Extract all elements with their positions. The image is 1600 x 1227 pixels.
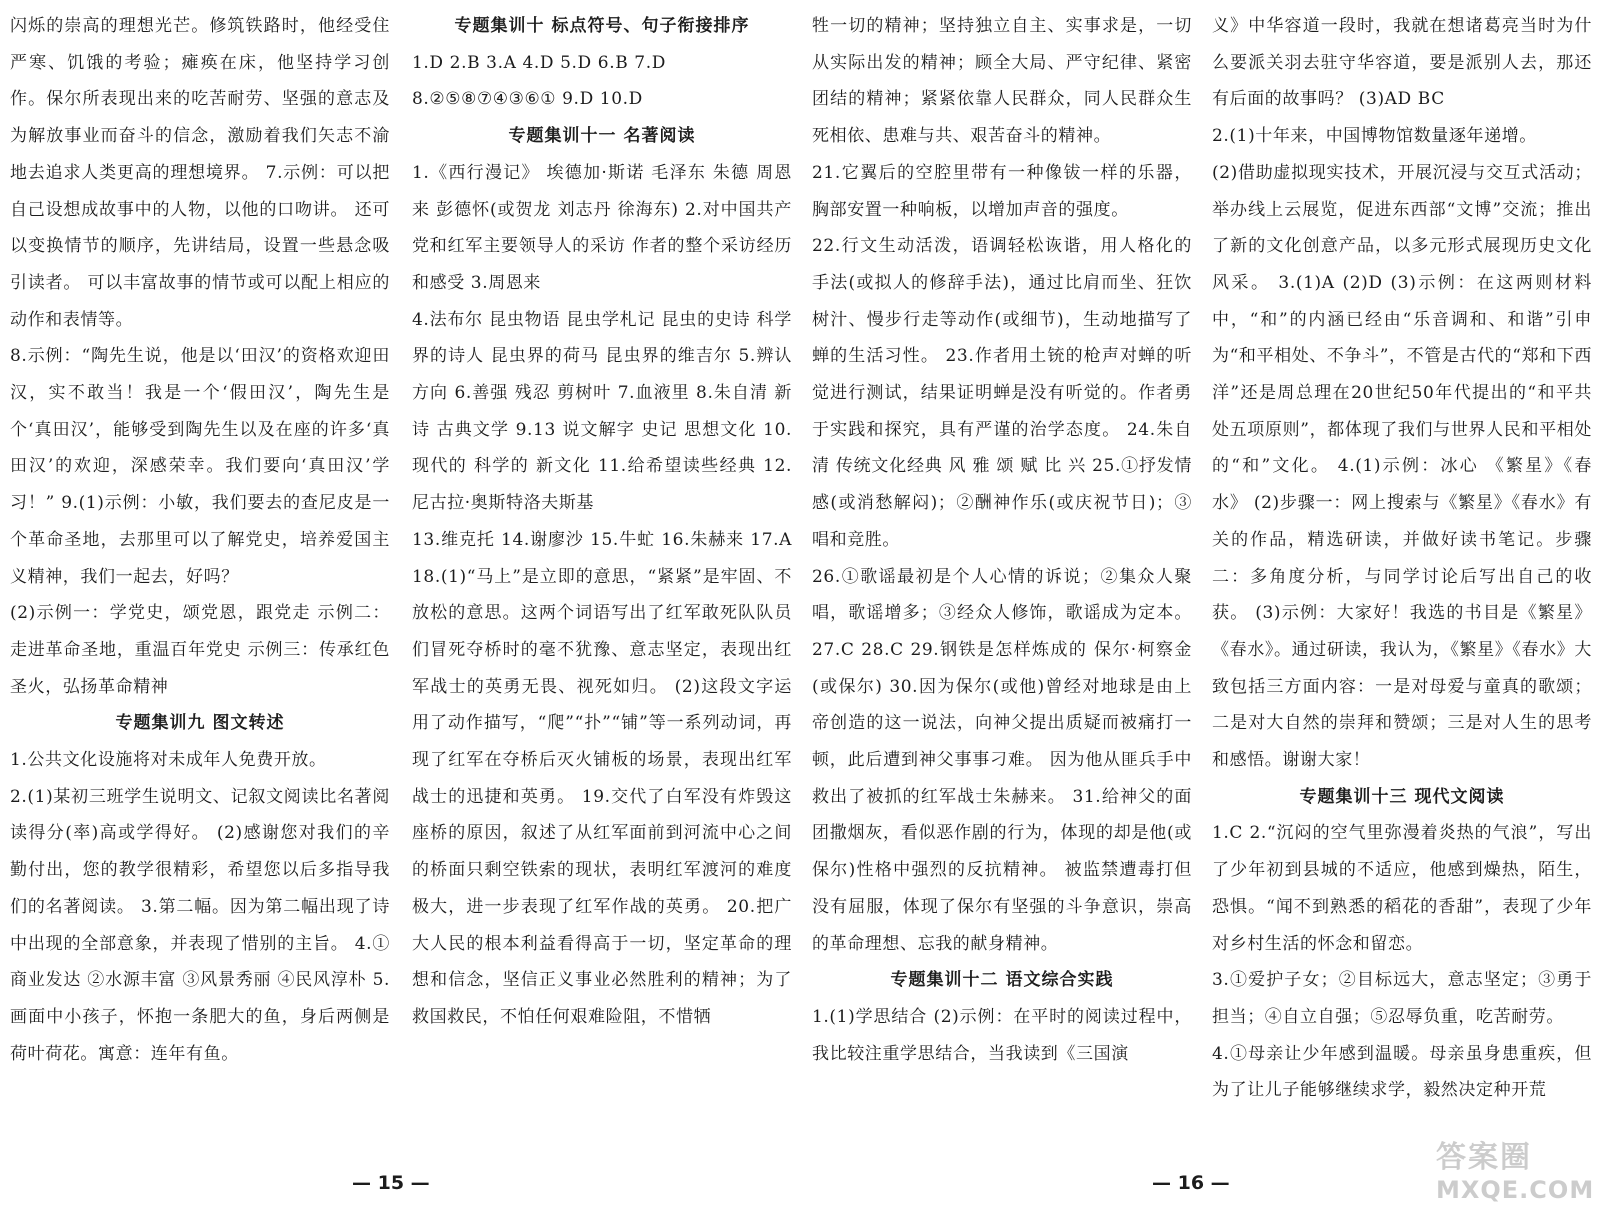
section-heading: 专题集训十一 名著阅读 [508,126,696,147]
section-heading: 专题集训十 标点符号、句子衔接排序 [454,16,750,36]
answer-paragraph: 1.D 2.B 3.A 4.D 5.D 6.B 7.D [412,52,666,73]
answer-paragraph: 26.①歌谣最初是个人心情的诉说；②集众人聚唱，歌谣增多；③经众人修饰，歌谣成为定本。 27.C 28.C 29.钢铁是怎样炼成的 保尔·柯察金(或保尔) 30.因为保尔(或他)曾经对地球是由上帝创造的这一说法，向神父提出质疑而被痛打一顿，此后遭到神父事事刁难。 因为他从匪兵手中救出了被抓的红军战士朱赫来。 31.给神父的面团撒烟灰，看似恶作剧的行为，体现的却是他(或保尔)性格中强烈的反抗精神。 被监禁遭毒打但没有屈服，体现了保尔有坚强的斗争意识，崇高的革命理想、忘我的献身精神。 [812,566,1192,954]
watermark-mark: 答案圈 [1436,1140,1532,1175]
page-number-left: — 15 — [352,1172,430,1194]
column-1 [10,8,390,1163]
page-number-right: — 16 — [1152,1172,1230,1194]
answer-paragraph: 1.公共文化设施将对未成年人免费开放。 [10,750,327,771]
answer-paragraph: (2)借助虚拟现实技术，开展沉浸与交互式活动；举办线上云展览，促进东西部“文博”交流；推出了新的文化创意产品，以多元形式展现历史文化风采。 3.(1)A (2)D (3)示例：在这两则材料中，“和”的内涵已经由“乐音调和、和谐”引申为“和平相处、不争斗”，不管是古代的“郑和下西洋”还是周总理在20世纪50年代提出的“和平共处五项原则”，都体现了我们与世界人民和平相处的“和”文化。 4.(1)示例：冰心 《繁星》《春水》 (2)步骤一：网上搜索与《繁星》《春水》有关的作品，精选研读，并做好读书笔记。步骤二：多角度分析，与同学讨论后写出自己的收获。 (3)示例：大家好！我选的书目是《繁星》《春水》。通过研读，我认为，《繁星》《春水》大致包括三方面内容：一是对母爱与童真的歌颂；二是对大自然的崇拜和赞颂；三是对人生的思考和感悟。谢谢大家！ [1212,162,1592,771]
answer-paragraph: (2)示例一：学党史，颂党恩，跟党走 示例二：走进革命圣地，重温百年党史 示例三：传承红色圣火，弘扬革命精神 [10,603,390,697]
answer-paragraph: 8.②⑤⑧⑦④③⑥① 9.D 10.D [412,89,643,110]
column-2 [412,8,792,1163]
answer-paragraph: 2.(1)某初三班学生说明文、记叙文阅读比名著阅读得分(率)高或学得好。 (2)感谢您对我们的辛勤付出，您的教学很精彩，希望您以后多指导我们的名著阅读。 3.第二幅。因为第二幅出现了诗中出现的全部意象，并表现了惜别的主旨。 4.①商业发达 ②水源丰富 ③风景秀丽 ④民风淳朴 5.画面中小孩子，怀抱一条肥大的鱼，身后两侧是荷叶荷花。寓意：连年有鱼。 [10,786,390,1064]
answer-paragraph: 8.示例：“陶先生说，他是以‘田汉’的资格欢迎田汉，实不敢当！我是一个‘假田汉’，陶先生是个‘真田汉’，能够受到陶先生以及在座的许多‘真田汉’的欢迎，深感荣幸。我们要向‘真田汉’学习！” 9.(1)示例：小敏，我们要去的查尼皮是一个革命圣地，去那里可以了解党史，培养爱国主义精神，我们一起去，好吗？ [10,346,390,587]
answer-paragraph: 22.行文生动活泼，语调轻松诙谐，用人格化的手法(或拟人的修辞手法)，通过比肩而坐、狂饮树汁、慢步行走等动作(或细节)，生动地描写了蝉的生活习性。 23.作者用土铳的枪声对蝉的听觉进行测试，结果证明蝉是没有听觉的。作者勇于实践和探究，具有严谨的治学态度。 24.朱自清 传统文化经典 风 雅 颂 赋 比 兴 25.①抒发情感(或消愁解闷)；②酬神作乐(或庆祝节日)；③唱和竞胜。 [812,236,1192,550]
answer-paragraph: 牲一切的精神；坚持独立自主、实事求是，一切从实际出发的精神；顾全大局、严守纪律、紧密团结的精神；紧紧依靠人民群众，同人民群众生死相依、患难与共、艰苦奋斗的精神。 [812,16,1192,147]
answer-paragraph: 1.(1)学思结合 (2)示例：在平时的阅读过程中，我比较注重学思结合，当我读到《三国演 [812,1006,1192,1064]
watermark-url: MXQE.COM [1436,1176,1595,1204]
watermark-logo [1436,1132,1596,1222]
section-heading: 专题集训九 图文转述 [115,713,285,734]
answer-paragraph: 4.法布尔 昆虫物语 昆虫学札记 昆虫的史诗 科学界的诗人 昆虫界的荷马 昆虫界的维吉尔 5.辨认方向 6.善强 残忍 剪树叶 7.血液里 8.朱自清 新诗 古典文学 9.13 说文解字 史记 思想文化 10.现代的 科学的 新文化 11.给希望读些经典 12.尼古拉·奥斯特洛夫斯基 [412,309,792,514]
answer-paragraph: 1.C 2.“沉闷的空气里弥漫着炎热的气浪”，写出了少年初到县城的不适应，他感到燥热，陌生，恐惧。“闻不到熟悉的稻花的香甜”，表现了少年对乡村生活的怀念和留恋。 [1212,823,1592,954]
answer-paragraph: 3.①爱护子女；②目标远大，意志坚定；③勇于担当；④自立自强；⑤忍辱负重，吃苦耐劳。 [1212,970,1592,1027]
answer-paragraph: 1.《西行漫记》 埃德加·斯诺 毛泽东 朱德 周恩来 彭德怀(或贺龙 刘志丹 徐海东) 2.对中国共产党和红军主要领导人的采访 作者的整个采访经历和感受 3.周恩来 [412,162,792,293]
answer-paragraph: 闪烁的崇高的理想光芒。修筑铁路时，他经受住严寒、饥饿的考验；瘫痪在床，他坚持学习创作。保尔所表现出来的吃苦耐劳、坚强的意志及为解放事业而奋斗的信念，激励着我们矢志不渝地去追求人类更高的理想境界。 7.示例：可以把自己设想成故事中的人物，以他的口吻讲。 还可以变换情节的顺序，先讲结局，设置一些悬念吸引读者。 可以丰富故事的情节或可以配上相应的动作和表情等。 [10,16,390,330]
answer-paragraph: 21.它翼后的空腔里带有一种像钹一样的乐器，胸部安置一种响板，以增加声音的强度。 [812,162,1192,220]
answer-paragraph: 4.①母亲让少年感到温暖。母亲虽身患重疾，但为了让儿子能够继续求学，毅然决定种开荒 [1212,1043,1592,1101]
answer-paragraph: 义》中华容道一段时，我就在想诸葛亮当时为什么要派关羽去驻守华容道，要是派别人去，那还有后面的故事吗？ (3)AD BC [1212,16,1592,110]
answer-paragraph: 2.(1)十年来，中国博物馆数量逐年递增。 [1212,126,1537,147]
answer-paragraph: 13.维克托 14.谢廖沙 15.牛虻 16.朱赫来 17.A 18.(1)“马上”是立即的意思，“紧紧”是牢固、不放松的意思。这两个词语写出了红军敢死队队员们冒死夺桥时的毫不犹豫、意志坚定，表现出红军战士的英勇无畏、视死如归。 (2)这段文字运用了动作描写，“爬”“扑”“铺”等一系列动词，再现了红军在夺桥后灭火铺板的场景，表现出红军战士的迅捷和英勇。 19.交代了白军没有炸毁这座桥的原因，叙述了从红军面前到河流中心之间的桥面只剩空铁索的现状，表明红军渡河的难度极大，进一步表现了红军作战的英勇。 20.把广大人民的根本利益看得高于一切，坚定革命的理想和信念，坚信正义事业必然胜利的精神；为了救国救民，不怕任何艰难险阻，不惜牺 [412,529,792,1027]
column-4 [1212,8,1592,1163]
column-3 [812,8,1192,1163]
section-heading: 专题集训十三 现代文阅读 [1299,786,1505,807]
section-heading: 专题集训十二 语文综合实践 [890,970,1114,991]
